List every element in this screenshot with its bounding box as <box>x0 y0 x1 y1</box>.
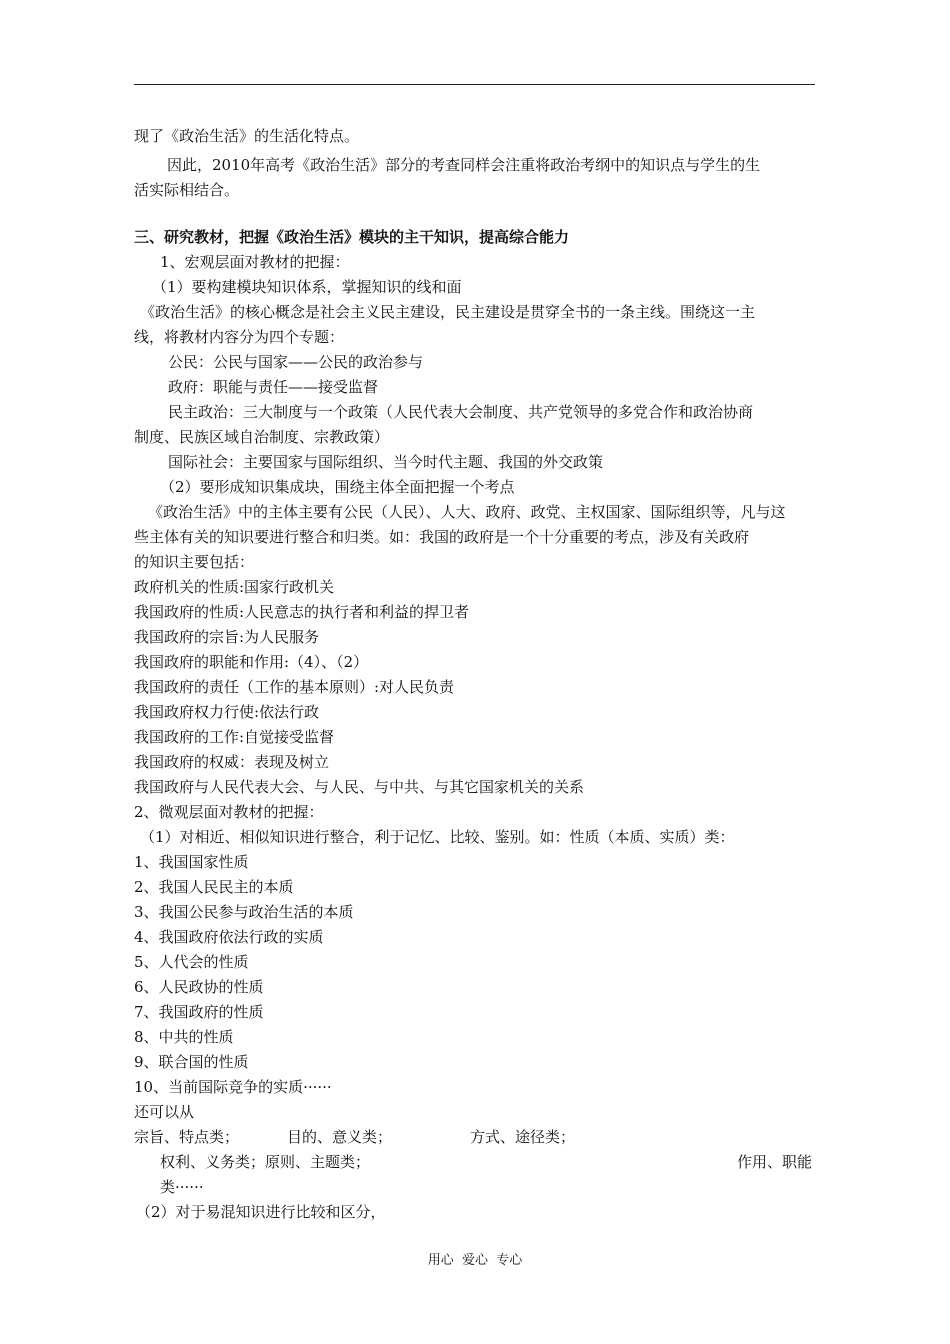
text-line: 民主政治：三大制度与一个政策（人民代表大会制度、共产党领导的多党合作和政治协商 <box>168 403 754 421</box>
category-item: 目的、意义类； <box>287 1128 393 1146</box>
list-item: 9、联合国的性质 <box>134 1053 249 1071</box>
list-item: 我国政府的性质:人民意志的执行者和利益的捍卫者 <box>134 603 470 621</box>
text-line: 因此，2010年高考《政治生活》部分的考查同样会注重将政治考纲中的知识点与学生的生 <box>167 156 761 174</box>
list-item: 我国政府的职能和作用:（4）、（2） <box>134 653 369 671</box>
list-item: 2、我国人民民主的本质 <box>134 878 294 896</box>
list-item: 7、我国政府的性质 <box>134 1003 264 1021</box>
list-item: 8、中共的性质 <box>134 1028 234 1046</box>
text-line: （2）对于易混知识进行比较和区分， <box>136 1203 386 1221</box>
list-item: 我国政府与人民代表大会、与人民、与中共、与其它国家机关的关系 <box>134 778 585 796</box>
text-line: 制度、民族区域自治制度、宗教政策） <box>134 428 390 446</box>
text-line: 《政治生活》中的主体主要有公民（人民）、人大、政府、政党、主权国家、国际组织等，凡与这 <box>148 503 786 521</box>
text-line: 现了《政治生活》的生活化特点。 <box>134 127 360 145</box>
header-rule <box>134 84 815 85</box>
list-item: 3、我国公民参与政治生活的本质 <box>134 903 354 921</box>
text-line: 政府：职能与责任——接受监督 <box>168 378 379 396</box>
text-line: 些主体有关的知识要进行整合和归类。如：我国的政府是一个十分重要的考点，涉及有关政府 <box>134 528 750 546</box>
list-item: 我国政府的责任（工作的基本原则）:对人民负责 <box>134 678 455 696</box>
text-line: （1）对相近、相似知识进行整合，利于记忆、比较、鉴别。如：性质（本质、实质）类： <box>140 828 735 846</box>
category-item: 方式、途径类； <box>470 1128 576 1146</box>
list-item: 5、人代会的性质 <box>134 953 249 971</box>
text-line: 还可以从 <box>134 1103 195 1121</box>
list-item: 4、我国政府依法行政的实质 <box>134 928 324 946</box>
list-item: 6、人民政协的性质 <box>134 978 264 996</box>
text-line: （1）要构建模块知识体系，掌握知识的线和面 <box>152 278 462 296</box>
category-item: 宗旨、特点类； <box>134 1128 240 1146</box>
category-item: 作用、职能 <box>737 1153 813 1171</box>
text-line: 公民：公民与国家——公民的政治参与 <box>168 353 424 371</box>
text-line: 线，将教材内容分为四个专题： <box>134 328 345 346</box>
list-item: 政府机关的性质:国家行政机关 <box>134 578 335 596</box>
list-item: 我国政府的权威：表现及树立 <box>134 753 330 771</box>
page-footer: 用心 爱心 专心 <box>427 1253 523 1268</box>
category-item: 权利、义务类；原则、主题类； <box>160 1153 371 1171</box>
text-line: （2）要形成知识集成块，围绕主体全面把握一个考点 <box>160 478 515 496</box>
list-item: 我国政府的宗旨:为人民服务 <box>134 628 320 646</box>
category-item: 类······ <box>160 1178 204 1196</box>
list-item: 1、我国国家性质 <box>134 853 249 871</box>
text-line: 活实际相结合。 <box>134 181 240 199</box>
text-line: 国际社会：主要国家与国际组织、当今时代主题、我国的外交政策 <box>168 453 604 471</box>
subheading: 2、微观层面对教材的把握： <box>134 803 324 821</box>
text-line: 的知识主要包括： <box>134 553 255 571</box>
list-item: 10、当前国际竞争的实质······ <box>134 1078 332 1096</box>
list-item: 我国政府的工作:自觉接受监督 <box>134 728 335 746</box>
section-heading: 三、研究教材，把握《政治生活》模块的主干知识，提高综合能力 <box>134 228 570 246</box>
list-item: 我国政府权力行使:依法行政 <box>134 703 320 721</box>
text-line: 《政治生活》的核心概念是社会主义民主建设，民主建设是贯穿全书的一条主线。围绕这一主 <box>140 303 756 321</box>
subheading: 1、宏观层面对教材的把握： <box>160 253 350 271</box>
